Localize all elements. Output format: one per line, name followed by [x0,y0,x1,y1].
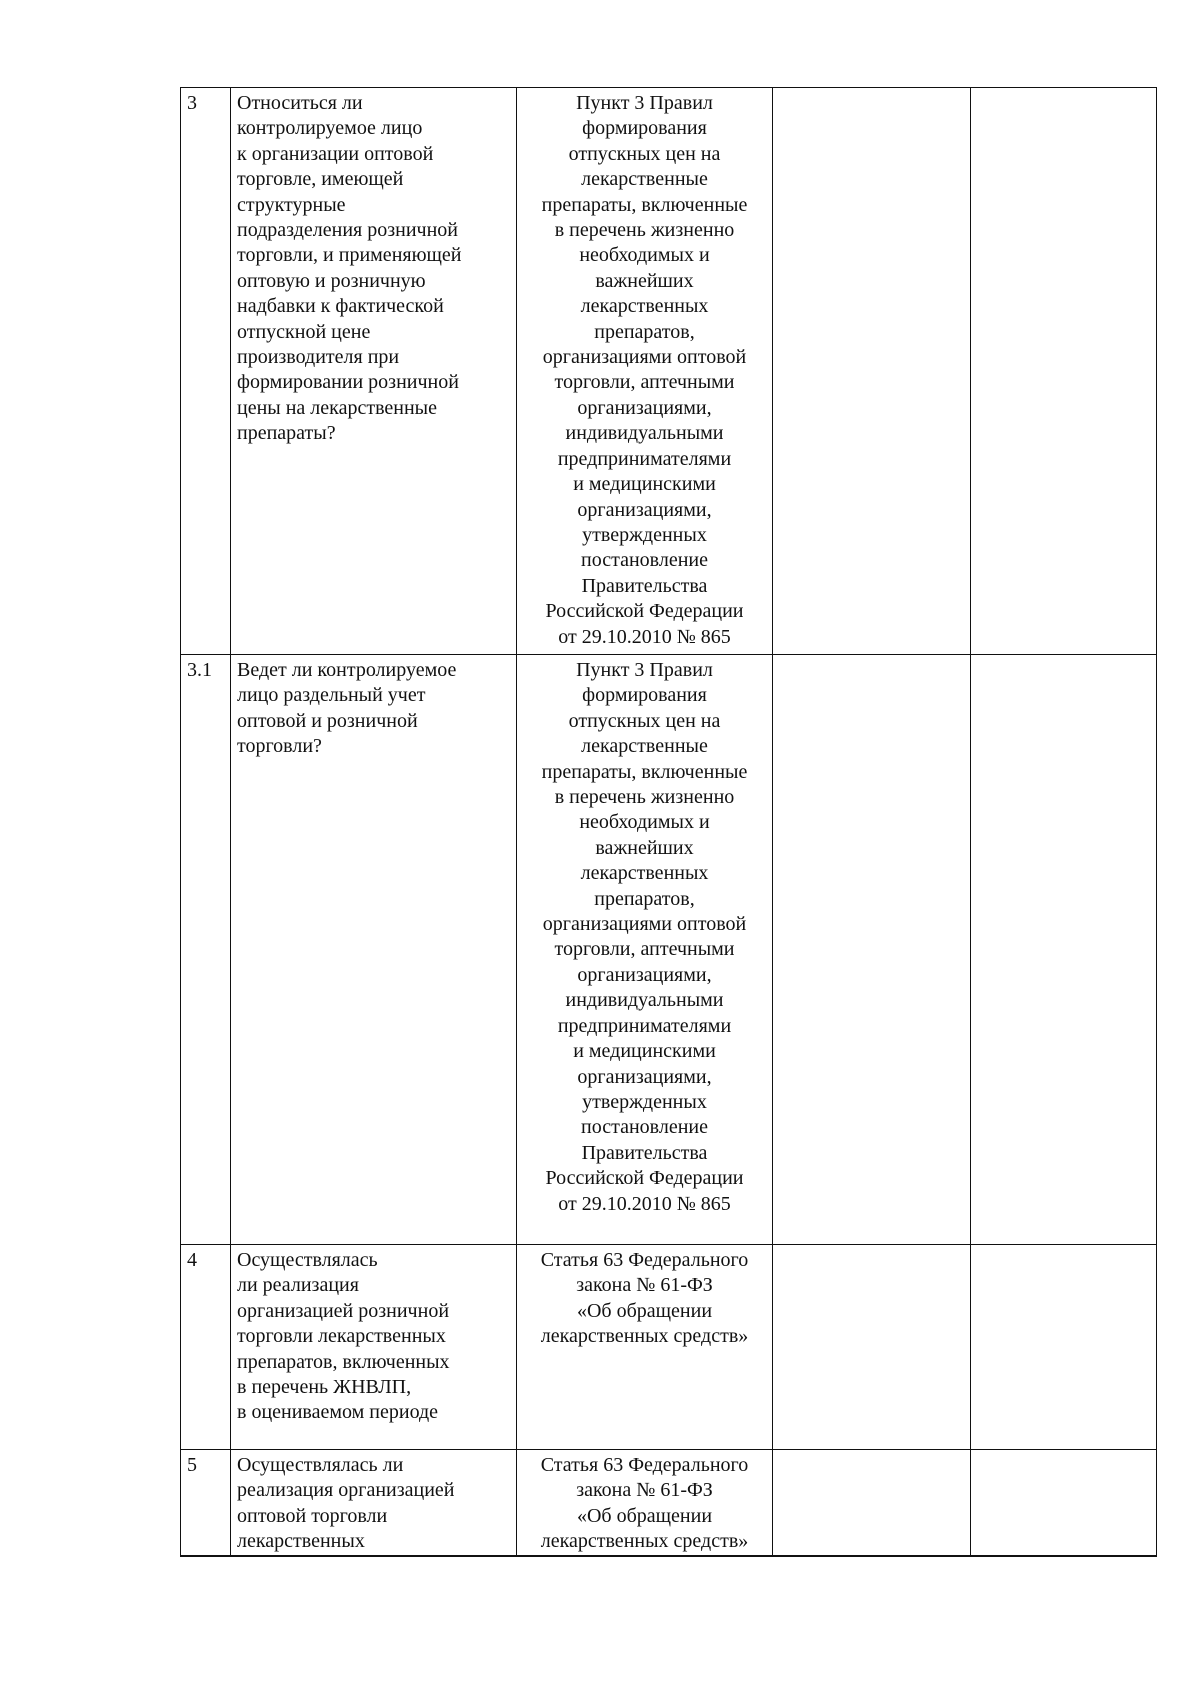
text-line: от 29.10.2010 № 865 [558,625,731,648]
answer-cell [773,1245,971,1450]
legal-reference-text [523,1453,766,1555]
text-line: отпускных цен на [568,709,721,732]
question-cell [231,1450,517,1556]
row-number-cell [181,1450,231,1556]
legal-reference-cell [517,88,773,655]
question-cell [231,655,517,1245]
text-line: закона № 61-ФЗ [576,1479,713,1502]
text-line: от 29.10.2010 № 865 [558,1192,731,1215]
text-line: предпринимателями [557,1014,732,1037]
text-line: закона № 61-ФЗ [576,1274,713,1297]
text-line: торговли, и применяющей [237,244,462,267]
table-row [181,1450,1157,1556]
text-line: формировании розничной [237,371,459,394]
row-number-cell [181,88,231,655]
text-line: индивидуальными [565,989,724,1012]
text-line: торговли? [237,735,322,758]
text-line: отпускной цене [237,320,371,343]
text-line: Пункт 3 Правил [576,659,713,681]
text-line: в оцениваемом периоде [237,1401,439,1424]
text-line: лекарственных средств» [540,1325,749,1348]
text-line: Ведет ли контролируемое [237,659,457,681]
question-text [237,1453,510,1555]
question-text [237,91,510,447]
text-line: Российской Федерации [545,1167,744,1190]
text-line: в перечень жизненно [554,786,735,809]
text-line: к организации оптовой [237,142,434,165]
note-cell [971,88,1157,655]
text-line: контролируемое лицо [237,117,423,140]
text-line: препараты, включенные [541,760,748,783]
text-line: Статья 63 Федерального [540,1249,749,1271]
text-line: препараты? [237,422,336,445]
text-line: индивидуальными [565,422,724,445]
legal-reference-cell [517,1450,773,1556]
text-line: и медицинскими [573,473,716,496]
text-line: торговли лекарственных [237,1325,446,1348]
text-line: Осуществлялась ли [237,1454,404,1476]
text-line: лекарственные [581,168,708,191]
text-line: организацией розничной [237,1299,450,1322]
text-line: необходимых и [579,811,710,834]
text-line: важнейших [595,269,694,292]
text-line: отпускных цен на [568,142,721,165]
answer-cell [773,1450,971,1556]
text-line: структурные [237,193,346,216]
text-line: цены на лекарственные [237,396,437,419]
text-line: и медицинскими [573,1040,716,1063]
text-line: лекарственных [580,862,709,885]
question-cell [231,1245,517,1450]
note-cell [971,655,1157,1245]
text-line: формирования [582,684,707,707]
text-line: Правительства [581,1141,708,1164]
checklist-body [181,88,1157,1556]
row-number: 4 [187,1249,197,1271]
row-number: 5 [187,1454,197,1476]
text-line: Пункт 3 Правил [576,92,713,114]
text-line: лекарственных [237,1530,365,1553]
note-cell [971,1450,1157,1556]
row-number: 3 [187,92,197,114]
text-line: производителя при [237,346,400,369]
text-line: подразделения розничной [237,219,459,242]
legal-reference-cell [517,1245,773,1450]
note-cell [971,1245,1157,1450]
text-line: препаратов, [594,320,695,343]
text-line: необходимых и [579,244,710,267]
text-line: постановление [581,549,708,572]
text-line: «Об обращении [576,1299,713,1322]
text-line: Относиться ли [237,92,363,114]
text-line: ли реализация [237,1274,359,1297]
text-line: организациями, [577,396,712,419]
text-line: организациями, [577,963,712,986]
row-number-cell [181,1245,231,1450]
text-line: торговли, аптечными [554,371,735,394]
answer-cell [773,655,971,1245]
text-line: реализация организацией [237,1479,455,1502]
text-line: «Об обращении [576,1504,713,1527]
text-line: утвержденных [582,523,707,546]
text-line: надбавки к фактической [237,295,444,318]
text-line: оптовую и розничную [237,269,426,292]
text-line: Осуществлялась [237,1249,378,1271]
text-line: лицо раздельный учет [237,684,426,707]
checklist-table [180,87,1157,1557]
text-line: оптовой и розничной [237,709,418,732]
text-line: утвержденных [582,1090,707,1113]
text-line: торговли, аптечными [554,938,735,961]
table-row [181,88,1157,655]
legal-reference-text [523,1248,766,1350]
text-line: препараты, включенные [541,193,748,216]
text-line: Статья 63 Федерального [540,1454,749,1476]
text-line: постановление [581,1116,708,1139]
text-line: Российской Федерации [545,600,744,623]
row-number-cell [181,655,231,1245]
text-line: препаратов, включенных [237,1350,450,1373]
text-line: оптовой торговли [237,1504,388,1527]
text-line: лекарственных средств» [540,1530,749,1553]
legal-reference-cell [517,655,773,1245]
text-line: торговле, имеющей [237,168,404,191]
table-row [181,1245,1157,1450]
question-text [237,658,510,760]
text-line: в перечень жизненно [554,219,735,242]
text-line: важнейших [595,836,694,859]
text-line: организациями, [577,1065,712,1088]
text-line: лекарственные [581,735,708,758]
legal-reference-text [523,91,766,650]
text-line: формирования [582,117,707,140]
text-line: Правительства [581,574,708,597]
text-line: организациями, [577,498,712,521]
text-line: лекарственных [580,295,709,318]
text-line: организациями оптовой [542,913,747,936]
text-line: препаратов, [594,887,695,910]
legal-reference-text [523,658,766,1217]
text-line: организациями оптовой [542,346,747,369]
question-text [237,1248,510,1426]
answer-cell [773,88,971,655]
question-cell [231,88,517,655]
row-number: 3.1 [187,659,212,681]
text-line: предпринимателями [557,447,732,470]
table-row [181,655,1157,1245]
text-line: в перечень ЖНВЛП, [237,1376,412,1399]
